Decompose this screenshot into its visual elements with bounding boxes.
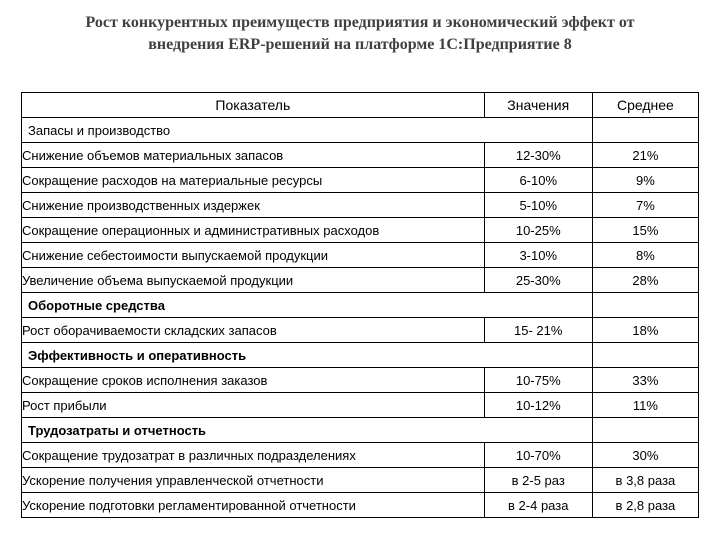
row-average: 8% <box>592 243 698 268</box>
row-average: 9% <box>592 168 698 193</box>
table-row <box>22 168 699 193</box>
section-title: Запасы и производство <box>22 118 485 143</box>
row-name: Рост прибыли <box>22 393 485 418</box>
row-average: 11% <box>592 393 698 418</box>
row-average: 7% <box>592 193 698 218</box>
table-row <box>22 143 699 168</box>
row-value: 3-10% <box>484 243 592 268</box>
row-name: Ускорение подготовки регламентированной отчетности <box>22 493 485 518</box>
table-row <box>22 218 699 243</box>
row-average: 30% <box>592 443 698 468</box>
row-name: Снижение производственных издержек <box>22 193 485 218</box>
section-title: Трудозатраты и отчетность <box>22 418 485 443</box>
section-title: Оборотные средства <box>22 293 485 318</box>
table-row <box>22 443 699 468</box>
header-value: Значения <box>484 93 592 118</box>
row-value: 25-30% <box>484 268 592 293</box>
row-value: 5-10% <box>484 193 592 218</box>
row-value: 15- 21% <box>484 318 592 343</box>
row-name: Рост оборачиваемости складских запасов <box>22 318 485 343</box>
section-spacer <box>484 293 592 318</box>
section-title: Эффективность и оперативность <box>22 343 485 368</box>
row-average: 15% <box>592 218 698 243</box>
table-row <box>22 368 699 393</box>
row-average: 33% <box>592 368 698 393</box>
row-value: 10-12% <box>484 393 592 418</box>
kpi-table <box>21 92 699 518</box>
row-name: Увеличение объема выпускаемой продукции <box>22 268 485 293</box>
table-row <box>22 393 699 418</box>
section-spacer <box>592 418 698 443</box>
row-value: 6-10% <box>484 168 592 193</box>
page-title <box>0 12 720 56</box>
section-row <box>22 418 699 443</box>
title-line-2: внедрения ERP-решений на платформе 1С:Предприятие 8 <box>148 36 572 53</box>
section-spacer <box>592 118 698 143</box>
header-average: Среднее <box>592 93 698 118</box>
section-spacer <box>592 343 698 368</box>
row-average: в 3,8 раза <box>592 468 698 493</box>
row-name: Сокращение расходов на материальные ресурсы <box>22 168 485 193</box>
row-value: в 2-5 раз <box>484 468 592 493</box>
row-value: 10-25% <box>484 218 592 243</box>
row-name: Сокращение сроков исполнения заказов <box>22 368 485 393</box>
row-value: 12-30% <box>484 143 592 168</box>
table-row <box>22 318 699 343</box>
table-header-row <box>22 93 699 118</box>
row-average: в 2,8 раза <box>592 493 698 518</box>
row-average: 21% <box>592 143 698 168</box>
row-name: Сокращение трудозатрат в различных подразделениях <box>22 443 485 468</box>
title-line-1: Рост конкурентных преимуществ предприятия и экономический эффект от <box>85 14 635 31</box>
table-row <box>22 468 699 493</box>
row-value: в 2-4 раза <box>484 493 592 518</box>
row-average: 18% <box>592 318 698 343</box>
row-name: Снижение себестоимости выпускаемой продукции <box>22 243 485 268</box>
table-row <box>22 243 699 268</box>
row-name: Снижение объемов материальных запасов <box>22 143 485 168</box>
section-spacer <box>592 293 698 318</box>
table-row <box>22 493 699 518</box>
row-average: 28% <box>592 268 698 293</box>
row-value: 10-75% <box>484 368 592 393</box>
section-row <box>22 118 699 143</box>
section-row <box>22 293 699 318</box>
row-value: 10-70% <box>484 443 592 468</box>
table-row <box>22 268 699 293</box>
row-name: Ускорение получения управленческой отчетности <box>22 468 485 493</box>
section-spacer <box>484 118 592 143</box>
section-spacer <box>484 343 592 368</box>
row-name: Сокращение операционных и административных расходов <box>22 218 485 243</box>
section-row <box>22 343 699 368</box>
table-row <box>22 193 699 218</box>
header-name: Показатель <box>22 93 485 118</box>
section-spacer <box>484 418 592 443</box>
